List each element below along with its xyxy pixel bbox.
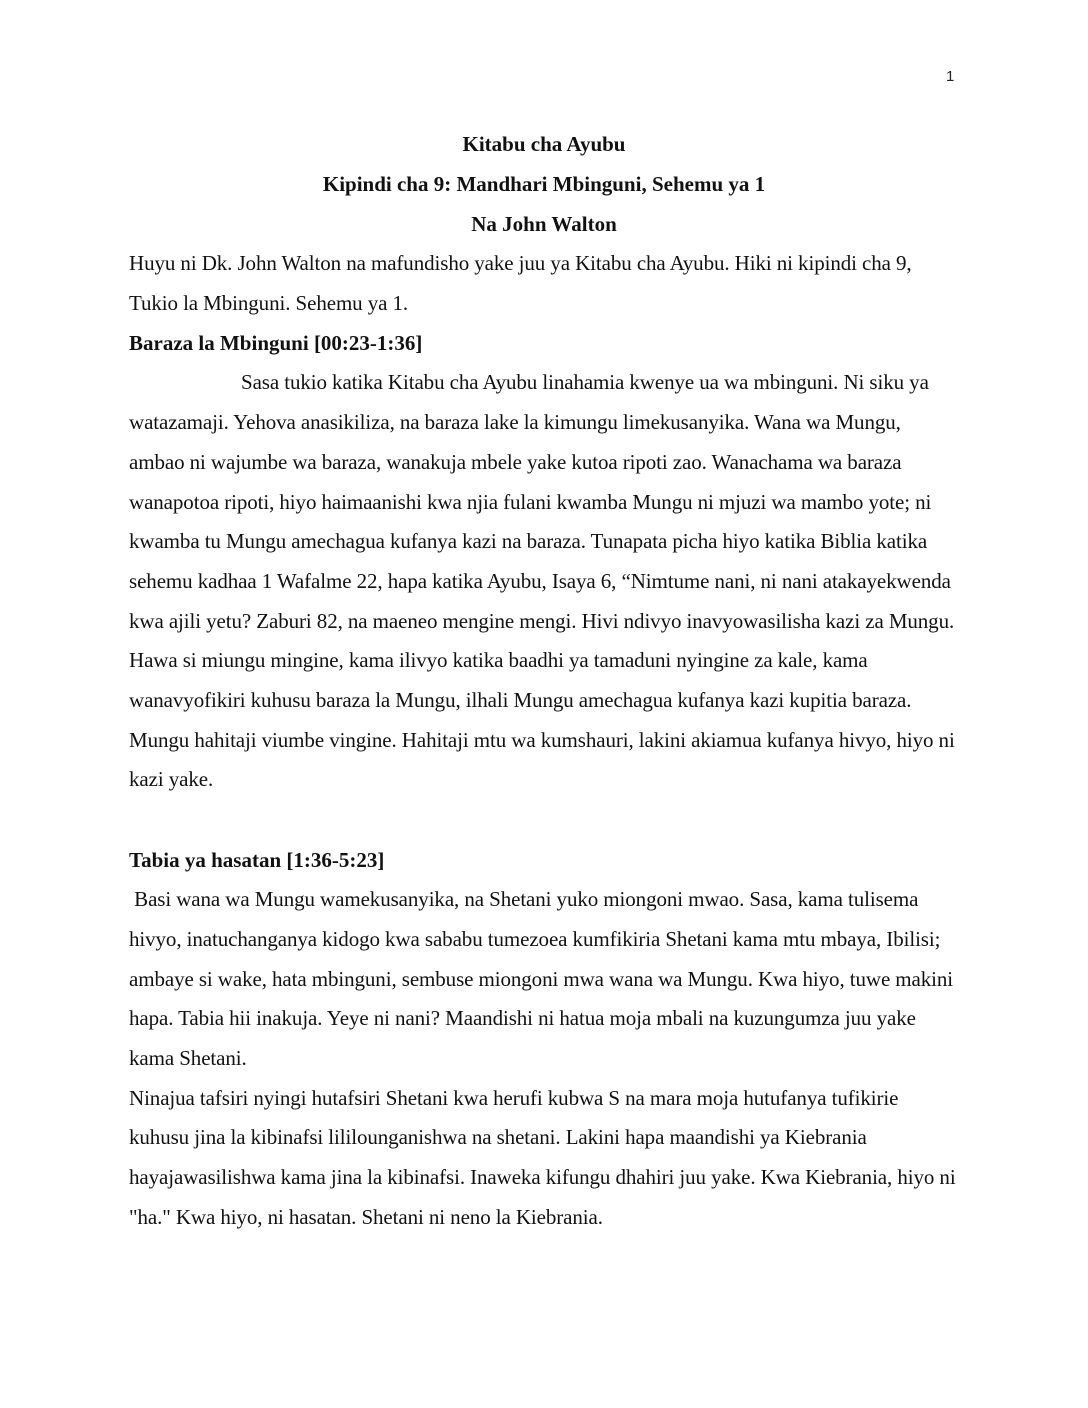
intro-paragraph: Huyu ni Dk. John Walton na mafundisho yake juu ya Kitabu cha Ayubu. Hiki ni kipindi cha 9, Tukio la Mbinguni. Sehemu ya 1. xyxy=(129,251,912,315)
page-number: 1 xyxy=(946,68,955,85)
section-heading-baraza: Baraza la Mbinguni [00:23-1:36] xyxy=(129,331,423,356)
document-author: Na John Walton xyxy=(471,212,617,236)
paragraph-tabia-1: Basi wana wa Mungu wamekusanyika, na Shetani yuko miongoni mwao. Sasa, kama tulisema hivyo, inatuchanganya kidogo kwa sababu tumezoea kumfikiria Shetani kama mtu mbaya, Ibilisi; ambaye si wake, hata mbinguni, sembuse miongoni mwa wana wa Mungu. Kwa hiyo, tuwe makini hapa. Tabia hii inakuja. Yeye ni nani? Maandishi ni hatua moja mbali na kuzungumza juu yake kama Shetani. xyxy=(129,887,959,1070)
document-title: Kitabu cha Ayubu xyxy=(462,132,626,156)
paragraph-tabia-2: Ninajua tafsiri nyingi hutafsiri Shetani kwa herufi kubwa S na mara moja hutufanya tufikirie kuhusu jina la kibinafsi lililounganishwa na shetani. Lakini hapa maandishi ya Kiebrania hayajawasilishwa kama jina la kibinafsi. Inaweka kifungu dhahiri juu yake. Kwa Kiebrania, hiyo ni "ha." Kwa hiyo, ni hasatan. Shetani ni neno la Kiebrania. xyxy=(129,1085,956,1229)
document-subtitle: Kipindi cha 9: Mandhari Mbinguni, Sehemu ya 1 xyxy=(322,172,766,196)
section-heading-tabia: Tabia ya hasatan [1:36-5:23] xyxy=(129,848,385,873)
paragraph-baraza-1: Sasa tukio katika Kitabu cha Ayubu linahamia kwenye ua wa mbinguni. Ni siku ya watazamaji. Yehova anasikiliza, na baraza lake la kimungu limekusanyika. Wana wa Mungu, ambao ni wajumbe wa baraza, wanakuja mbele yake kutoa ripoti zao. Wanachama wa baraza wanapotoa ripoti, hiyo haimaanishi kwa njia fulani kwamba Mungu ni mjuzi wa mambo yote; ni kwamba tu Mungu amechagua kufanya kazi na baraza. Tunapata picha hiyo katika Biblia katika sehemu kadhaa 1 Wafalme 22, hapa katika Ayubu, Isaya 6, “Nimtume nani, ni nani atakayekwenda kwa ajili yetu? Zaburi 82, na maeneo mengine mengi. Hivi ndivyo inavyowasilisha kazi za Mungu. xyxy=(129,370,955,633)
blank-line xyxy=(129,800,959,840)
paragraph-baraza-2: Hawa si miungu mingine, kama ilivyo katika baadhi ya tamaduni nyingine za kale, kama wanavyofikiri kuhusu baraza la Mungu, ilhali Mungu amechagua kufanya kazi kupitia baraza. Mungu hahitaji viumbe vingine. Hahitaji mtu wa kumshauri, lakini akiamua kufanya hivyo, hiyo ni kazi yake. xyxy=(129,648,955,792)
document-body xyxy=(129,124,959,1237)
